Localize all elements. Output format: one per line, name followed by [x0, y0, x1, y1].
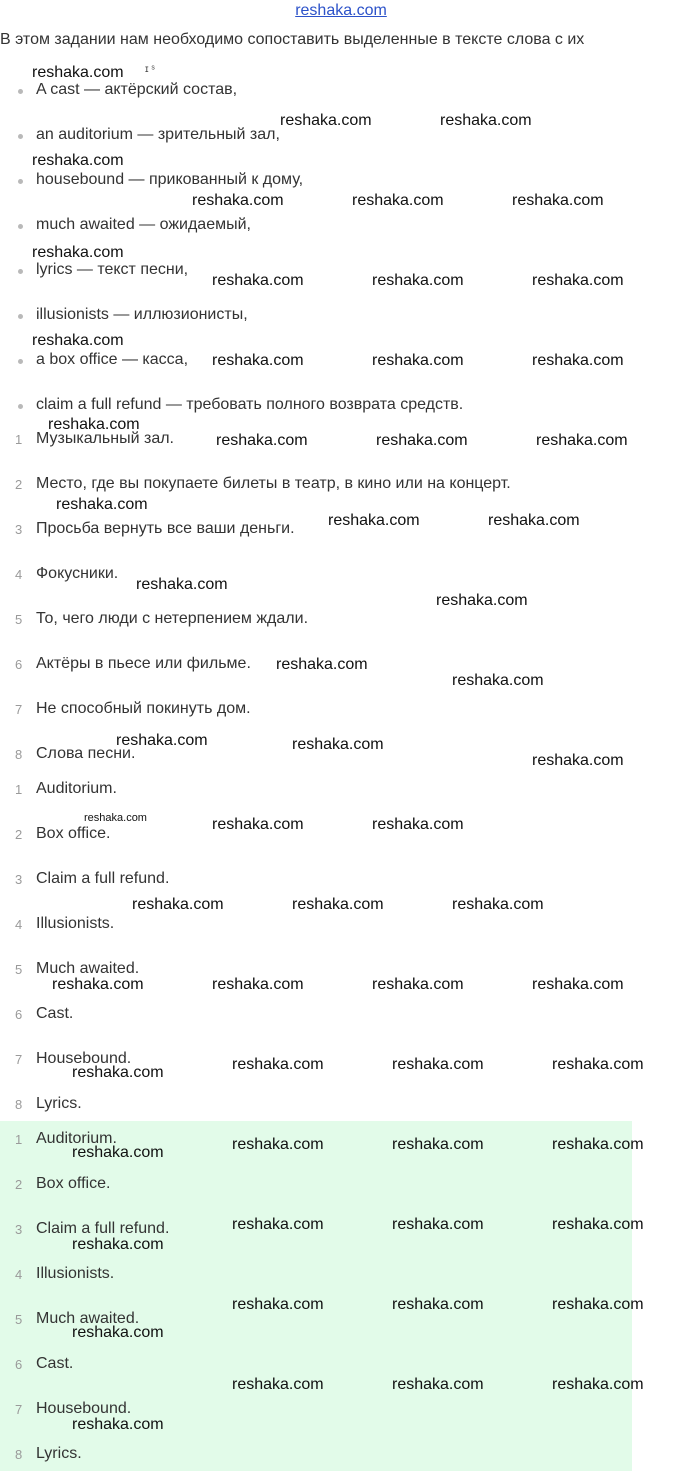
- watermark: reshaka.com: [48, 416, 140, 433]
- answer-text: Cast.: [36, 1005, 74, 1022]
- definition-item: [0, 429, 640, 453]
- watermark: reshaka.com: [232, 1136, 324, 1153]
- watermark: reshaka.com: [488, 512, 580, 529]
- watermark: reshaka.com: [436, 592, 528, 609]
- highlighted-answer-item: [0, 1219, 640, 1243]
- watermark: reshaka.com: [532, 272, 624, 289]
- watermark: reshaka.com: [452, 672, 544, 689]
- answer-number: 5: [15, 962, 23, 977]
- vocabulary-text: much awaited — ожидаемый,: [36, 216, 251, 233]
- answer-text: Box office.: [36, 825, 111, 842]
- stray-glyph: ɪ ˢ: [145, 64, 155, 75]
- watermark: reshaka.com: [56, 496, 148, 513]
- bullet-dot-icon: [18, 359, 23, 364]
- watermark: reshaka.com: [392, 1056, 484, 1073]
- highlighted-answer-text: Auditorium.: [36, 1130, 117, 1147]
- answer-text: Much awaited.: [36, 960, 140, 977]
- watermark: reshaka.com: [352, 192, 444, 209]
- highlighted-answer-number: 7: [15, 1402, 23, 1417]
- definition-number: 3: [15, 522, 23, 537]
- highlighted-answer-item: [0, 1399, 640, 1423]
- watermark: reshaka.com: [552, 1136, 644, 1153]
- watermark: reshaka.com: [292, 896, 384, 913]
- bullet-dot-icon: [18, 404, 23, 409]
- watermark: reshaka.com: [232, 1056, 324, 1073]
- answer-number: 4: [15, 917, 23, 932]
- watermark: reshaka.com: [212, 816, 304, 833]
- highlighted-answer-item: [0, 1264, 640, 1288]
- watermark: reshaka.com: [32, 152, 124, 169]
- vocabulary-item: [18, 215, 658, 239]
- watermark: reshaka.com: [552, 1296, 644, 1313]
- answer-text: Housebound.: [36, 1050, 132, 1067]
- definition-number: 5: [15, 612, 23, 627]
- watermark: reshaka.com: [72, 1416, 164, 1433]
- vocabulary-text: a box office — касса,: [36, 351, 189, 368]
- answer-item: [0, 959, 640, 983]
- watermark: reshaka.com: [452, 896, 544, 913]
- definition-item: [0, 699, 640, 723]
- definition-number: 7: [15, 702, 23, 717]
- vocabulary-text: an auditorium — зрительный зал,: [36, 126, 280, 143]
- site-link[interactable]: reshaka.com: [295, 2, 387, 19]
- vocabulary-item: [18, 170, 658, 194]
- highlighted-answer-number: 6: [15, 1357, 23, 1372]
- watermark: reshaka.com: [372, 352, 464, 369]
- highlighted-answer-number: 5: [15, 1312, 23, 1327]
- highlighted-answer-text: Lyrics.: [36, 1445, 82, 1462]
- watermark: reshaka.com: [328, 512, 420, 529]
- watermark: reshaka.com: [552, 1056, 644, 1073]
- bullet-dot-icon: [18, 224, 23, 229]
- definition-item: [0, 744, 640, 768]
- answer-text: Lyrics.: [36, 1095, 82, 1112]
- watermark-small: reshaka.com: [84, 812, 147, 824]
- watermark: reshaka.com: [536, 432, 628, 449]
- answer-number: 8: [15, 1097, 23, 1112]
- definition-number: 8: [15, 747, 23, 762]
- watermark: reshaka.com: [232, 1376, 324, 1393]
- vocabulary-text: illusionists — иллюзионисты,: [36, 306, 248, 323]
- watermark: reshaka.com: [392, 1296, 484, 1313]
- watermark: reshaka.com: [392, 1376, 484, 1393]
- highlighted-answer-number: 4: [15, 1267, 23, 1282]
- watermark: reshaka.com: [72, 1144, 164, 1161]
- definition-item: [0, 564, 640, 588]
- watermark: reshaka.com: [32, 244, 124, 261]
- watermark: reshaka.com: [376, 432, 468, 449]
- watermark: reshaka.com: [72, 1064, 164, 1081]
- watermark: reshaka.com: [212, 976, 304, 993]
- definition-number: 1: [15, 432, 23, 447]
- definition-text: Просьба вернуть все ваши деньги.: [36, 520, 295, 537]
- watermark: reshaka.com: [216, 432, 308, 449]
- highlighted-answer-number: 8: [15, 1447, 23, 1462]
- vocabulary-text: lyrics — текст песни,: [36, 261, 189, 278]
- definition-item: [0, 474, 640, 498]
- definition-item: [0, 519, 640, 543]
- definition-item: [0, 654, 640, 678]
- definition-number: 2: [15, 477, 23, 492]
- watermark: reshaka.com: [532, 976, 624, 993]
- definition-text: Не способный покинуть дом.: [36, 700, 251, 717]
- bullet-dot-icon: [18, 314, 23, 319]
- answer-number: 1: [15, 782, 23, 797]
- vocabulary-text: A cast — актёрский состав,: [36, 81, 238, 98]
- highlighted-answer-text: Much awaited.: [36, 1310, 140, 1327]
- vocabulary-item: [18, 350, 658, 374]
- watermark: reshaka.com: [392, 1136, 484, 1153]
- watermark: reshaka.com: [136, 576, 228, 593]
- vocabulary-text: claim a full refund — требовать полного возврата средств.: [36, 396, 464, 413]
- answer-text: Illusionists.: [36, 915, 115, 932]
- answer-item: [0, 779, 640, 803]
- watermark: reshaka.com: [276, 656, 368, 673]
- vocabulary-item: [18, 305, 658, 329]
- watermark: reshaka.com: [372, 816, 464, 833]
- answer-number: 6: [15, 1007, 23, 1022]
- watermark: reshaka.com: [212, 352, 304, 369]
- watermark: reshaka.com: [32, 332, 124, 349]
- highlighted-answer-number: 1: [15, 1132, 23, 1147]
- answer-item: [0, 1049, 640, 1073]
- highlighted-answer-number: 2: [15, 1177, 23, 1192]
- watermark: reshaka.com: [292, 736, 384, 753]
- highlighted-answer-item: [0, 1354, 640, 1378]
- highlighted-answer-item: [0, 1444, 640, 1468]
- intro-text: В этом задании нам необходимо сопоставить выделенные в тексте слова с их: [0, 31, 585, 48]
- highlighted-answer-number: 3: [15, 1222, 23, 1237]
- watermark: reshaka.com: [32, 64, 124, 81]
- watermark: reshaka.com: [372, 272, 464, 289]
- watermark: reshaka.com: [532, 752, 624, 769]
- definition-text: Фокусники.: [36, 565, 119, 582]
- vocabulary-text: housebound — прикованный к дому,: [36, 171, 304, 188]
- highlighted-answer-text: Claim a full refund.: [36, 1220, 170, 1237]
- answer-number: 7: [15, 1052, 23, 1067]
- watermark: reshaka.com: [392, 1216, 484, 1233]
- watermark: reshaka.com: [52, 976, 144, 993]
- watermark: reshaka.com: [116, 732, 208, 749]
- watermark: reshaka.com: [280, 112, 372, 129]
- answer-item: [0, 1004, 640, 1028]
- definition-text: Слова песни.: [36, 745, 136, 762]
- watermark: reshaka.com: [72, 1324, 164, 1341]
- answer-text: Claim a full refund.: [36, 870, 170, 887]
- vocabulary-item: [18, 80, 658, 104]
- bullet-dot-icon: [18, 269, 23, 274]
- bullet-dot-icon: [18, 134, 23, 139]
- watermark: reshaka.com: [372, 976, 464, 993]
- highlighted-answer-text: Cast.: [36, 1355, 74, 1372]
- watermark: reshaka.com: [552, 1376, 644, 1393]
- highlighted-answer-item: [0, 1129, 640, 1153]
- vocabulary-item: [18, 260, 658, 284]
- bullet-dot-icon: [18, 179, 23, 184]
- answer-text: Auditorium.: [36, 780, 117, 797]
- highlighted-answer-item: [0, 1309, 640, 1333]
- answer-number: 2: [15, 827, 23, 842]
- watermark: reshaka.com: [132, 896, 224, 913]
- watermark: reshaka.com: [72, 1236, 164, 1253]
- answer-number: 3: [15, 872, 23, 887]
- vocabulary-item: [18, 395, 658, 419]
- watermark: reshaka.com: [440, 112, 532, 129]
- watermark: reshaka.com: [532, 352, 624, 369]
- definition-number: 6: [15, 657, 23, 672]
- highlighted-answer-text: Illusionists.: [36, 1265, 115, 1282]
- site-header: [0, 0, 680, 26]
- watermark: reshaka.com: [192, 192, 284, 209]
- answer-item: [0, 869, 640, 893]
- definition-text: То, чего люди с нетерпением ждали.: [36, 610, 309, 627]
- highlighted-answer-text: Box office.: [36, 1175, 111, 1192]
- watermark: reshaka.com: [232, 1216, 324, 1233]
- watermark: reshaka.com: [232, 1296, 324, 1313]
- answer-item: [0, 824, 640, 848]
- definition-item: [0, 609, 640, 633]
- answer-item: [0, 914, 640, 938]
- definition-text: Музыкальный зал.: [36, 430, 174, 447]
- answer-item: [0, 1094, 640, 1118]
- highlighted-answer-text: Housebound.: [36, 1400, 132, 1417]
- watermark: reshaka.com: [212, 272, 304, 289]
- watermark: reshaka.com: [552, 1216, 644, 1233]
- definition-text: Место, где вы покупаете билеты в театр, в кино или на концерт.: [36, 475, 511, 492]
- highlighted-answer-item: [0, 1174, 640, 1198]
- definition-number: 4: [15, 567, 23, 582]
- definition-text: Актёры в пьесе или фильме.: [36, 655, 251, 672]
- watermark: reshaka.com: [512, 192, 604, 209]
- vocabulary-item: [18, 125, 658, 149]
- bullet-dot-icon: [18, 89, 23, 94]
